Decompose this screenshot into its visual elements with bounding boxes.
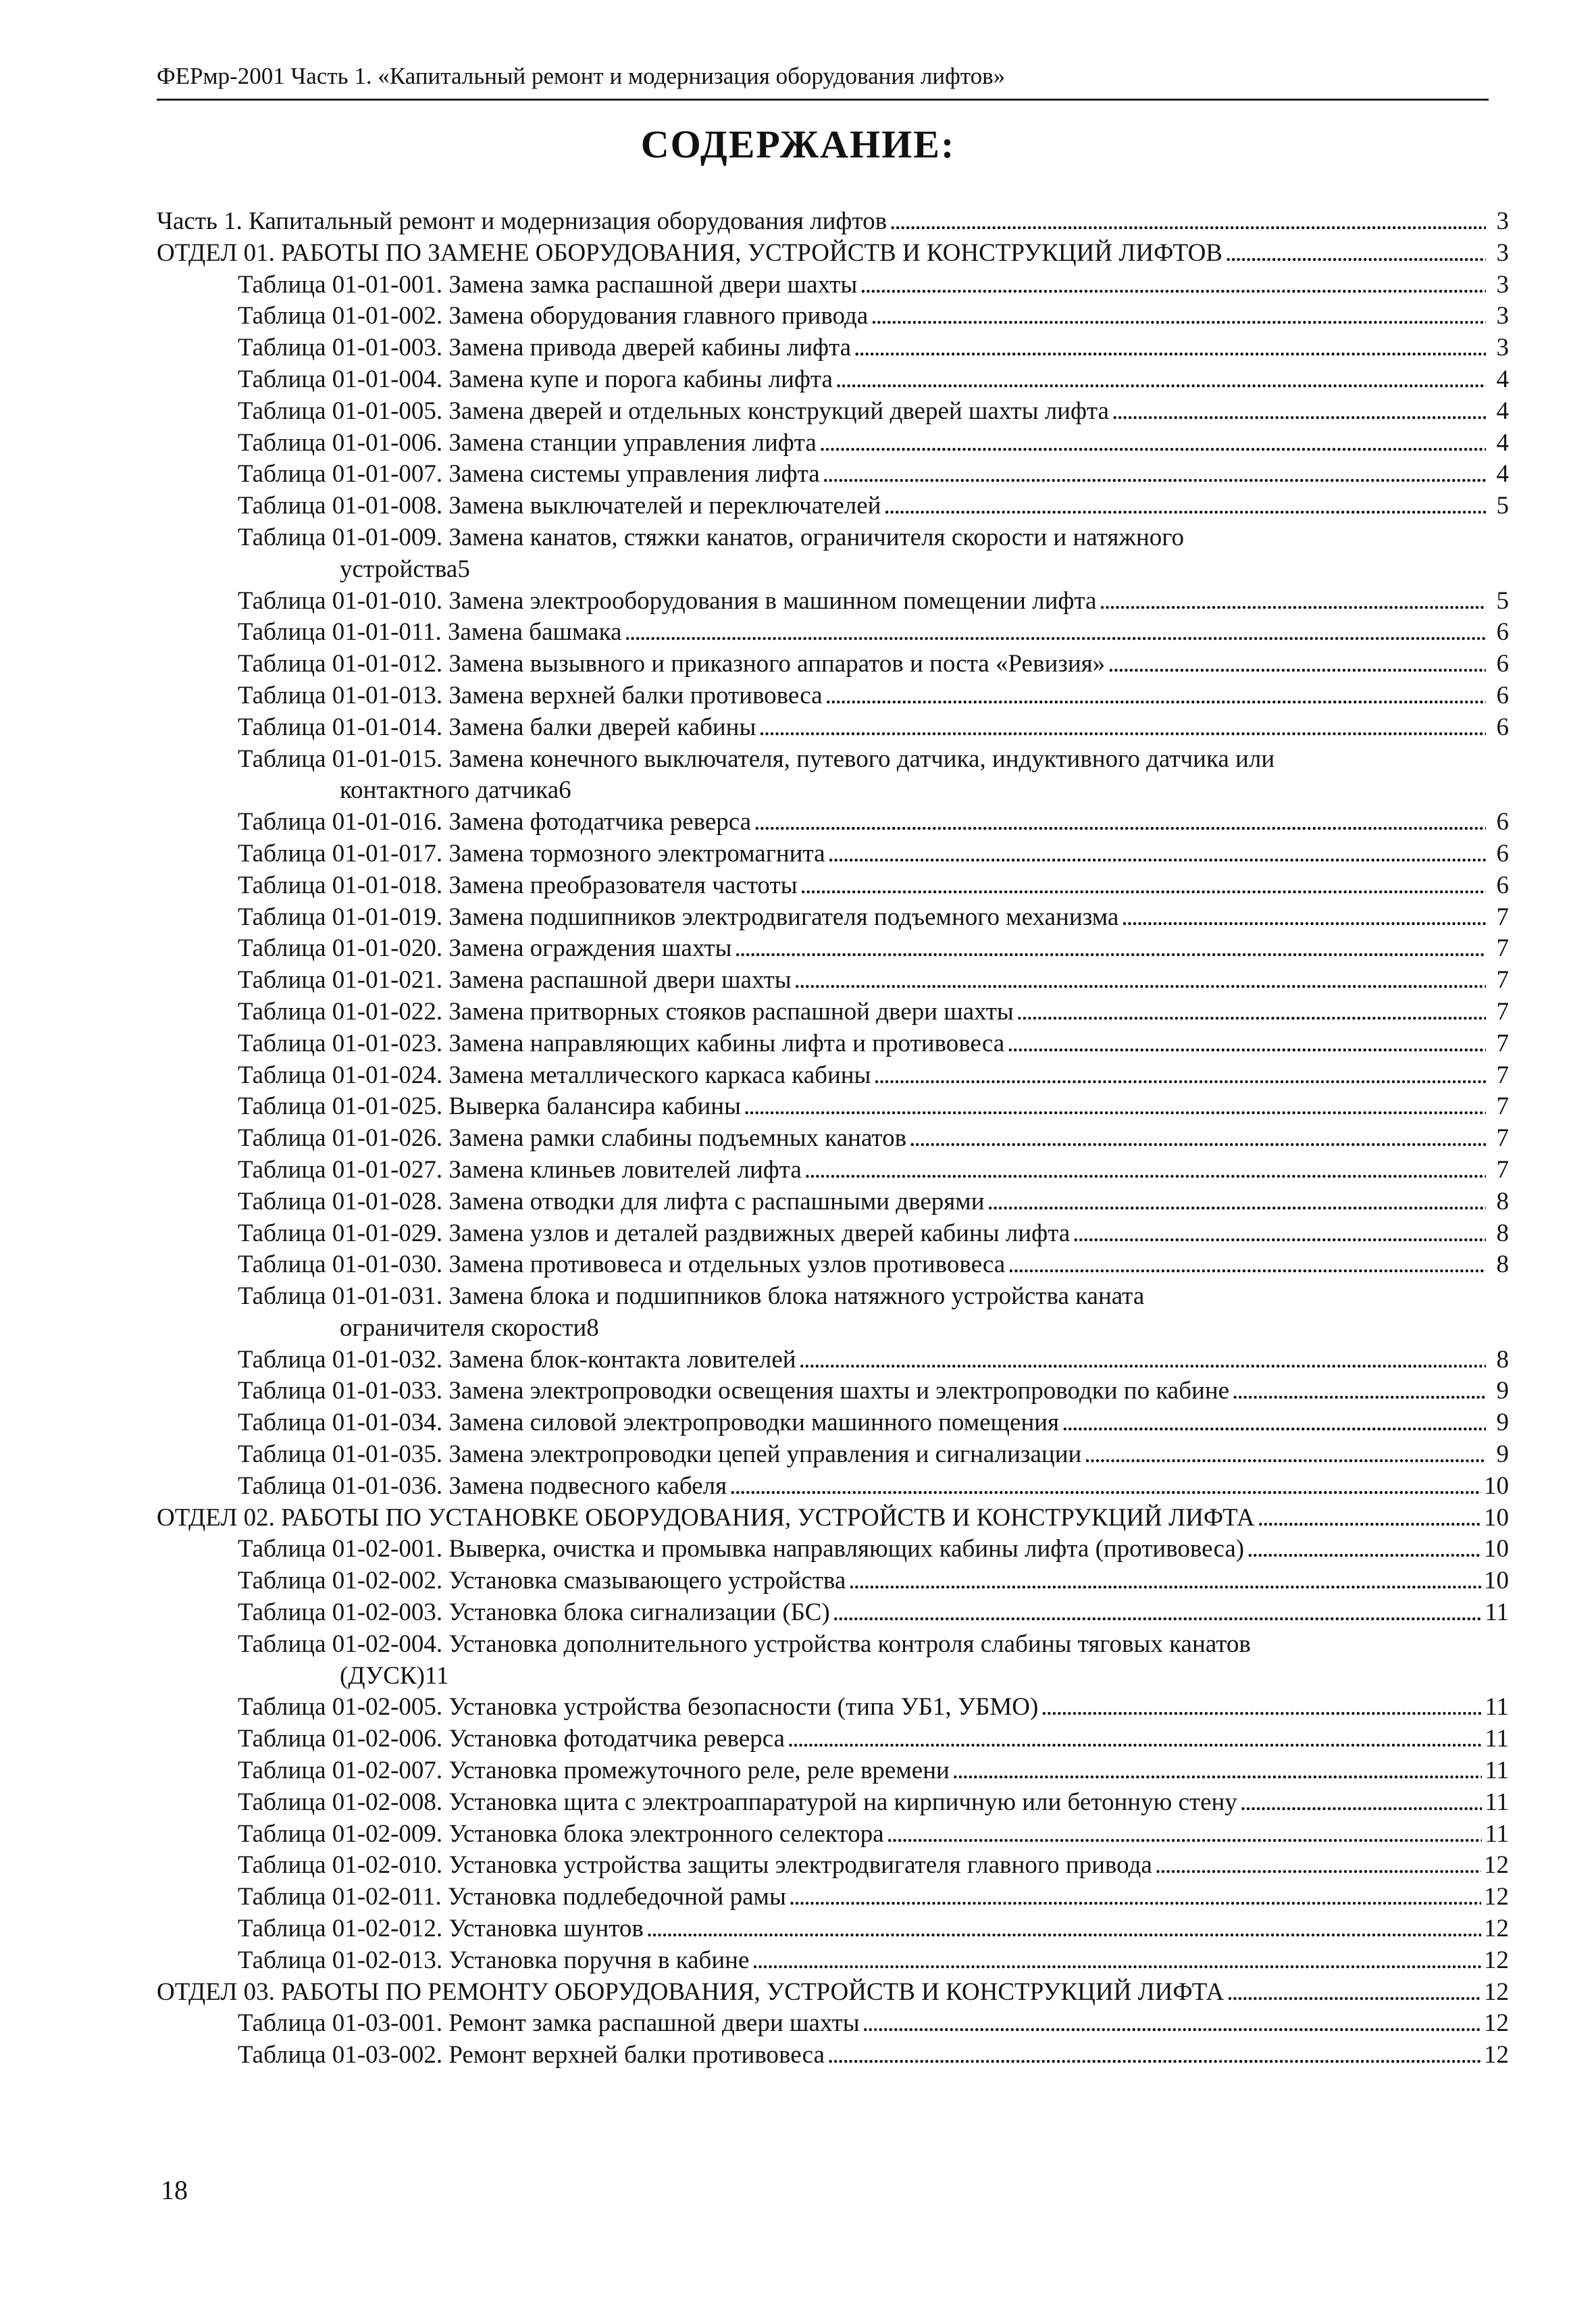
toc-entry[interactable] [157,1376,1509,1407]
toc-entry-page: 10 [1484,1472,1509,1500]
toc-entry-page: 8 [1496,1219,1509,1247]
dot-leader [1041,1692,1482,1724]
dot-leader [890,206,1486,238]
toc-entry[interactable] [157,1344,1509,1376]
toc-entry-page: 4 [1496,428,1509,457]
toc-entry-text: Таблица 01-01-032. Замена блок-контакта ловителей [238,1345,796,1374]
toc-entry-page: 12 [1484,2041,1509,2069]
toc-entry-page: 4 [1496,460,1509,488]
toc-entry[interactable] [157,1692,1509,1724]
dot-leader [1073,1218,1486,1250]
dot-leader [1016,997,1486,1028]
toc-section-entry[interactable] [157,238,1509,270]
dot-leader [871,301,1486,332]
toc-entry-text: Таблица 01-01-002. Замена оборудования главного привода [238,302,869,330]
dot-leader [734,933,1486,965]
toc-entry-page: 7 [1496,934,1509,963]
toc-entry-page: 7 [1496,1029,1509,1057]
toc-entry-page: 6 [1496,839,1509,867]
toc-entry[interactable] [157,1597,1509,1629]
toc-entry-page: 11 [1485,1599,1509,1627]
toc-entry-page: 6 [1496,713,1509,741]
toc-entry-text: Таблица 01-01-034. Замена силовой электропроводки машинного помещения [238,1409,1060,1437]
toc-entry-page: 11 [424,1661,449,1690]
dot-leader [833,1597,1483,1629]
toc-entry[interactable] [157,1407,1509,1439]
toc-entry[interactable] [157,428,1509,459]
toc-entry-page: 8 [1496,1345,1509,1374]
toc-entry-text: Таблица 01-01-036. Замена подвесного кабеля [238,1472,727,1500]
toc-entry-page: 8 [1496,1187,1509,1215]
dot-leader [744,1091,1486,1123]
toc-entry[interactable] [157,1249,1509,1281]
toc-entry-text: ОТДЕЛ 01. РАБОТЫ ПО ЗАМЕНЕ ОБОРУДОВАНИЯ, УСТРОЙСТВ И КОНСТРУКЦИЙ ЛИФТОВ [157,238,1222,267]
toc-entry[interactable] [157,1471,1509,1503]
toc-entry[interactable] [157,1787,1509,1819]
toc-entry-text: Таблица 01-01-020. Замена ограждения шахты [238,934,732,963]
dot-leader [1247,1534,1481,1565]
toc-entry-text: Таблица 01-01-023. Замена направляющих кабины лифта и противовеса [238,1029,1005,1057]
running-header: ФЕРмр-2001 Часть 1. «Капитальный ремонт и модернизация оборудования лифтов» [157,63,1006,89]
toc-entry[interactable] [157,459,1509,491]
toc-entry-text: Таблица 01-01-008. Замена выключателей и переключателей [238,492,881,520]
dot-leader [758,712,1486,744]
toc-entry-text: Таблица 01-02-008. Установка щита с электроаппаратурой на кирпичную или бетонную стену [238,1788,1237,1816]
dot-leader [823,459,1486,491]
dot-leader [1062,1407,1486,1439]
dot-leader [1155,1850,1481,1882]
dot-leader [887,1819,1483,1851]
toc-entry-page: 12 [1484,1946,1509,1974]
toc-entry-page: 11 [1485,1819,1509,1848]
toc-entry-text: Таблица 01-01-021. Замена распашной двери шахты [238,966,792,995]
toc-entry-text: Таблица 01-02-005. Установка устройства безопасности (типа УБ1, УБМО) [238,1693,1039,1721]
toc-entry-page: 11 [1485,1693,1509,1721]
toc-entry-page: 3 [1496,207,1509,235]
toc-entry-text: Таблица 01-01-030. Замена противовеса и отдельных узлов противовеса [238,1251,1006,1279]
toc-entry-text: Таблица 01-01-004. Замена купе и порога кабины лифта [238,365,833,393]
toc-entry-page: 10 [1484,1535,1509,1563]
toc-entry-text: ОТДЕЛ 03. РАБОТЫ ПО РЕМОНТУ ОБОРУДОВАНИЯ, УСТРОЙСТВ И КОНСТРУКЦИЙ ЛИФТА [157,1978,1225,2006]
toc-entry-text: Таблица 01-01-003. Замена привода дверей кабины лифта [238,334,852,362]
toc-entry-text: Таблица 01-01-018. Замена преобразователя частоты [238,871,798,899]
toc-entry-page: 12 [1484,1915,1509,1943]
toc-entry-page: 8 [586,1313,599,1342]
toc-entry-page: 12 [1484,1883,1509,1911]
dot-leader [825,680,1486,712]
toc-entry[interactable] [157,902,1509,934]
dot-leader [646,1913,1481,1945]
toc-entry[interactable] [157,933,1509,965]
dot-leader [799,1344,1486,1376]
dot-leader [794,965,1486,997]
dot-leader [1232,1376,1486,1407]
dot-leader [1008,1249,1486,1281]
toc-entry[interactable] [157,807,1509,838]
toc-entry[interactable] [157,270,1509,301]
dot-leader [883,491,1486,522]
toc-entry-text: Таблица 01-03-001. Ремонт замка распашной двери шахты [238,2009,860,2038]
toc-entry-text: Таблица 01-01-029. Замена узлов и деталей раздвижных дверей кабины лифта [238,1219,1071,1247]
toc-entry-text: Таблица 01-01-011. Замена башмака [238,618,622,647]
toc-entry-page: 7 [1496,1124,1509,1153]
dot-leader [987,1186,1486,1218]
toc-entry-page: 3 [1496,238,1509,267]
toc-entry-text: Таблица 01-01-035. Замена электропроводки цепей управления и сигнализации [238,1440,1082,1469]
toc-entry[interactable] [157,1281,1509,1344]
toc-entry-continuation: (ДУСК) [340,1661,425,1690]
toc-entry-text: Таблица 01-02-010. Установка устройства защиты электродвигателя главного привода [238,1851,1152,1880]
dot-leader [854,332,1486,364]
toc-entry-page: 12 [1484,2009,1509,2038]
dot-leader [835,364,1486,396]
dot-leader [860,270,1486,301]
dot-leader [1099,586,1486,618]
toc-entry-continuation: контактного датчика [340,776,559,805]
toc-entry-text: Таблица 01-01-013. Замена верхней балки противовеса [238,681,823,709]
toc-entry[interactable] [157,1091,1509,1123]
dot-leader [1227,1977,1481,2009]
toc-entry-text: Таблица 01-02-002. Установка смазывающего устройства [238,1567,846,1595]
toc-entry[interactable] [157,364,1509,396]
toc-entry-page: 6 [1496,618,1509,647]
toc-entry-page: 7 [1496,1092,1509,1121]
page-number: 18 [161,2175,188,2205]
toc-entry[interactable] [157,396,1509,428]
table-of-contents [157,206,1509,2071]
toc-entry-text: Таблица 01-02-007. Установка промежуточного реле, реле времени [238,1757,950,1785]
toc-entry-text: Таблица 01-01-025. Выверка балансира кабины [238,1092,741,1121]
toc-entry-continuation: ограничителя скорости [340,1313,587,1342]
toc-entry[interactable] [157,1629,1509,1692]
toc-entry-page: 3 [1496,302,1509,330]
toc-entry[interactable] [157,1755,1509,1787]
toc-entry-text: Таблица 01-01-016. Замена фотодатчика реверса [238,808,752,836]
header-rule [157,99,1489,101]
toc-entry-page: 9 [1496,1409,1509,1437]
toc-section-entry[interactable] [157,206,1509,238]
toc-entry-page: 3 [1496,334,1509,362]
dot-leader [1112,396,1486,428]
toc-entry-text: Таблица 01-02-003. Установка блока сигнализации (БС) [238,1599,830,1627]
dot-leader [828,838,1486,870]
toc-entry-page: 11 [1485,1788,1509,1816]
toc-entry-text: Таблица 01-02-013. Установка поручня в кабине [238,1946,750,1974]
toc-entry-text: Таблица 01-01-019. Замена подшипников электродвигателя подъемного механизма [238,903,1119,931]
toc-entry-text: Таблица 01-01-017. Замена тормозного электромагнита [238,839,825,867]
toc-entry[interactable] [157,1123,1509,1155]
toc-entry[interactable] [157,332,1509,364]
toc-entry[interactable] [157,870,1509,902]
toc-entry-page: 11 [1485,1725,1509,1753]
toc-entry[interactable] [157,491,1509,522]
toc-entry[interactable] [157,1850,1509,1882]
toc-entry-text: Таблица 01-02-009. Установка блока электронного селектора [238,1819,884,1848]
dot-leader [952,1755,1483,1787]
toc-entry-text: Таблица 01-01-014. Замена балки дверей кабины [238,713,756,741]
dot-leader [1121,902,1486,934]
dot-leader [909,1123,1486,1155]
toc-entry[interactable] [157,1439,1509,1471]
toc-entry[interactable] [157,680,1509,712]
toc-section-entry[interactable] [157,1977,1509,2009]
toc-entry-page: 7 [1496,1155,1509,1184]
toc-entry[interactable] [157,1882,1509,1913]
dot-leader [1084,1439,1486,1471]
toc-entry-page: 7 [1496,997,1509,1026]
page-title: СОДЕРЖАНИЕ: [640,122,956,166]
toc-entry-text: Таблица 01-03-002. Ремонт верхней балки противовеса [238,2041,825,2069]
toc-entry[interactable] [157,1724,1509,1755]
toc-entry-page: 5 [457,555,470,583]
toc-entry-text: Таблица 01-02-011. Установка подлебедочной рамы [238,1883,786,1911]
toc-entry-page: 8 [1496,1251,1509,1279]
dot-leader [800,870,1486,902]
toc-entry-page: 10 [1484,1567,1509,1595]
toc-entry-page: 7 [1496,1061,1509,1089]
toc-entry-text: Таблица 01-01-009. Замена канатов, стяжки канатов, ограничителя скорости и натяжного [238,523,1185,551]
dot-leader [1225,238,1486,270]
toc-entry-page: 7 [1496,903,1509,931]
toc-section-entry[interactable] [157,1503,1509,1534]
dot-leader [1108,649,1486,680]
dot-leader [819,428,1486,459]
toc-entry-page: 6 [1496,650,1509,678]
toc-entry[interactable] [157,1155,1509,1186]
toc-entry[interactable] [157,586,1509,618]
dot-leader [624,617,1486,649]
toc-entry-text: ОТДЕЛ 02. РАБОТЫ ПО УСТАНОВКЕ ОБОРУДОВАНИЯ, УСТРОЙСТВ И КОНСТРУКЦИЙ ЛИФТА [157,1503,1255,1532]
toc-entry-page: 7 [1496,966,1509,995]
toc-entry[interactable] [157,997,1509,1028]
toc-entry-text: Таблица 01-01-010. Замена электрооборудования в машинном помещении лифта [238,586,1097,615]
toc-entry[interactable] [157,2008,1509,2040]
toc-entry-page: 4 [1496,365,1509,393]
toc-entry-text: Таблица 01-02-001. Выверка, очистка и промывка направляющих кабины лифта (противовеса) [238,1535,1245,1563]
toc-entry[interactable] [157,1060,1509,1092]
toc-entry[interactable] [157,1819,1509,1851]
dot-leader [873,1060,1486,1092]
toc-entry[interactable] [157,744,1509,807]
dot-leader [827,2040,1481,2071]
toc-entry[interactable] [157,301,1509,332]
toc-entry-text: Таблица 01-01-033. Замена электропроводки освещения шахты и электропроводки по кабине [238,1377,1230,1405]
toc-entry-page: 5 [1496,492,1509,520]
toc-entry-page: 12 [1484,1978,1509,2006]
toc-entry-text: Часть 1. Капитальный ремонт и модернизация оборудования лифтов [157,207,887,235]
toc-entry[interactable] [157,649,1509,680]
toc-entry-page: 6 [1496,681,1509,709]
toc-entry-text: Таблица 01-01-005. Замена дверей и отдельных конструкций дверей шахты лифта [238,397,1109,425]
toc-entry[interactable] [157,1913,1509,1945]
toc-entry-page: 9 [1496,1440,1509,1469]
toc-entry[interactable] [157,617,1509,649]
toc-entry-page: 11 [1485,1757,1509,1785]
toc-entry-text: Таблица 01-01-012. Замена вызывного и приказного аппаратов и поста «Ревизия» [238,650,1106,678]
dot-leader [863,2008,1481,2040]
toc-entry[interactable] [157,1186,1509,1218]
toc-entry[interactable] [157,965,1509,997]
toc-entry-page: 5 [1496,586,1509,615]
toc-entry-text: Таблица 01-01-006. Замена станции управления лифта [238,428,817,457]
dot-leader [1007,1028,1486,1060]
toc-entry-text: Таблица 01-01-007. Замена системы управления лифта [238,460,820,488]
dot-leader [789,1882,1481,1913]
dot-leader [848,1565,1481,1597]
dot-leader [752,1945,1481,1977]
toc-entry-text: Таблица 01-01-027. Замена клиньев ловителей лифта [238,1155,802,1184]
dot-leader [804,1155,1486,1186]
toc-entry[interactable] [157,2040,1509,2071]
toc-entry-text: Таблица 01-02-006. Установка фотодатчика реверса [238,1725,785,1753]
toc-entry-page: 6 [559,776,571,805]
toc-entry-text: Таблица 01-02-004. Установка дополнительного устройства контроля слабины тяговых канатов [238,1630,1251,1658]
toc-entry-text: Таблица 01-02-012. Установка шунтов [238,1915,644,1943]
toc-entry[interactable] [157,1534,1509,1565]
toc-entry-continuation: устройства [340,555,458,583]
toc-entry-text: Таблица 01-01-022. Замена притворных стояков распашной двери шахты [238,997,1014,1026]
toc-entry-page: 12 [1484,1851,1509,1880]
toc-entry-page: 10 [1484,1503,1509,1532]
toc-entry[interactable] [157,1565,1509,1597]
toc-entry-text: Таблица 01-01-026. Замена рамки слабины подъемных канатов [238,1124,907,1153]
toc-entry-page: 6 [1496,871,1509,899]
dot-leader [788,1724,1482,1755]
toc-entry-text: Таблица 01-01-024. Замена металлического каркаса кабины [238,1061,871,1089]
toc-entry[interactable] [157,712,1509,744]
toc-entry-text: Таблица 01-01-028. Замена отводки для лифта с распашными дверями [238,1187,985,1215]
toc-entry[interactable] [157,838,1509,870]
dot-leader [729,1471,1481,1503]
dot-leader [1258,1503,1481,1534]
toc-entry-page: 6 [1496,808,1509,836]
toc-entry-page: 3 [1496,270,1509,299]
toc-entry-text: Таблица 01-01-001. Замена замка распашной двери шахты [238,270,858,299]
toc-entry[interactable] [157,522,1509,586]
dot-leader [754,807,1486,838]
toc-entry[interactable] [157,1218,1509,1250]
toc-entry-page: 9 [1496,1377,1509,1405]
dot-leader [1240,1787,1483,1819]
toc-entry-page: 4 [1496,397,1509,425]
toc-entry-text: Таблица 01-01-031. Замена блока и подшипников блока натяжного устройства каната [238,1282,1145,1311]
toc-entry[interactable] [157,1945,1509,1977]
toc-entry-text: Таблица 01-01-015. Замена конечного выключателя, путевого датчика, индуктивного датчика или [238,745,1275,773]
toc-entry[interactable] [157,1028,1509,1060]
